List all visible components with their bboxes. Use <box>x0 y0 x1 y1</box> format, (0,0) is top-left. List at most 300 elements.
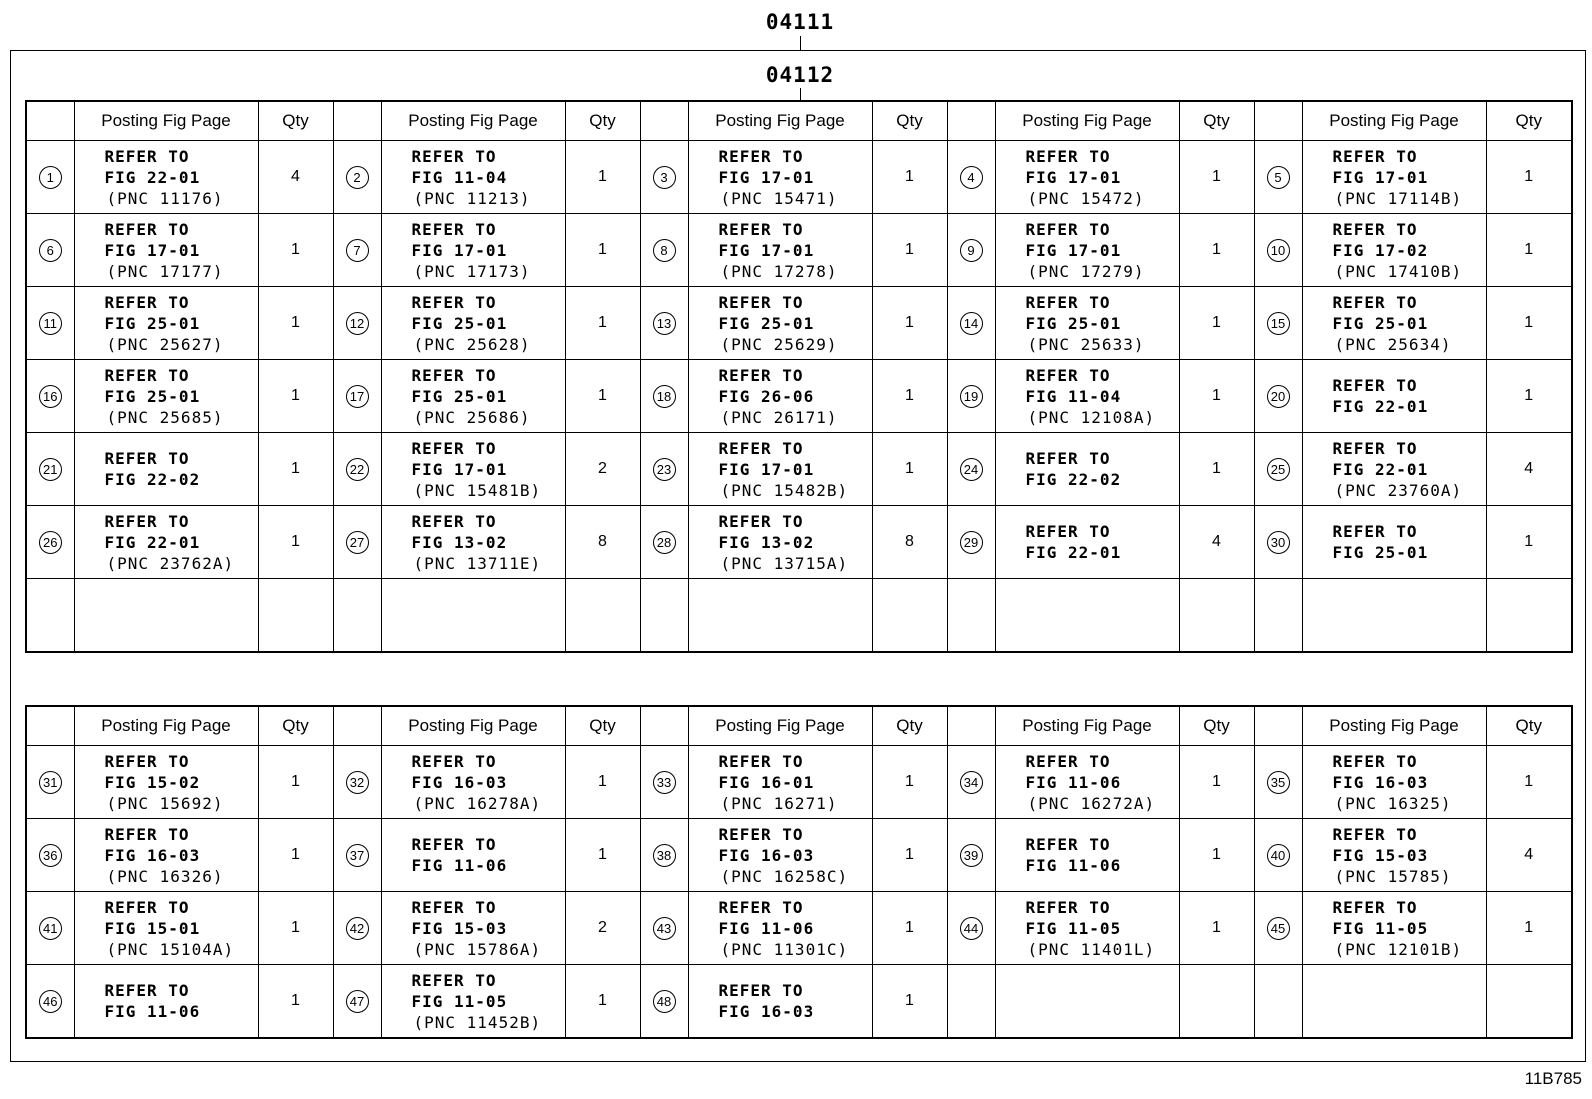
item-number-cell <box>26 819 74 892</box>
qty-cell: 1 <box>1486 214 1572 287</box>
pnc-reference: (PNC 13715A) <box>720 553 849 573</box>
fig-reference: FIG 25-01 <box>104 313 201 333</box>
refer-to-label: REFER TO <box>1332 897 1418 917</box>
fig-reference: FIG 17-01 <box>1025 167 1122 187</box>
refer-to-label: REFER TO <box>104 981 190 1000</box>
table-row <box>26 214 1572 287</box>
empty-cell <box>872 579 947 653</box>
table-row <box>26 433 1572 506</box>
item-number-cell <box>26 360 74 433</box>
header-posting-fig-page: Posting Fig Page <box>1302 706 1486 746</box>
pnc-reference: (PNC 16326) <box>106 866 224 886</box>
qty-cell: 1 <box>872 892 947 965</box>
item-number-circle: 3 <box>653 166 676 189</box>
header-index-cell <box>640 101 688 141</box>
table-row <box>26 360 1572 433</box>
qty-cell: 1 <box>258 214 333 287</box>
header-qty: Qty <box>1179 706 1254 746</box>
posting-fig-page-cell <box>1302 433 1486 506</box>
illustration-code: 11B785 <box>1524 1069 1582 1088</box>
table-header-row <box>26 706 1572 746</box>
item-number-cell <box>640 360 688 433</box>
posting-fig-page-cell <box>381 819 565 892</box>
refer-to-label: REFER TO <box>104 365 190 385</box>
refer-to-label: REFER TO <box>411 292 497 312</box>
item-number-cell <box>947 360 995 433</box>
posting-fig-page-cell <box>74 433 258 506</box>
posting-fig-page-cell <box>1302 892 1486 965</box>
fig-reference: FIG 13-02 <box>411 532 508 552</box>
item-number-cell <box>1254 360 1302 433</box>
pnc-reference: (PNC 15104A) <box>106 939 235 959</box>
pnc-reference: (PNC 11452B) <box>413 1012 542 1032</box>
item-number-circle: 31 <box>39 771 62 794</box>
pnc-reference: (PNC 12108A) <box>1027 407 1156 427</box>
item-number-cell <box>1254 141 1302 214</box>
pnc-reference: (PNC 11176) <box>106 188 224 208</box>
fig-reference: FIG 25-01 <box>1332 543 1429 562</box>
refer-to-label: REFER TO <box>1025 522 1111 541</box>
item-number-cell <box>640 965 688 1039</box>
posting-fig-page-cell <box>688 892 872 965</box>
fig-reference: FIG 17-01 <box>1025 240 1122 260</box>
fig-reference: FIG 17-01 <box>411 459 508 479</box>
item-number-circle: 4 <box>960 166 983 189</box>
fig-reference: FIG 11-05 <box>411 991 508 1011</box>
qty-cell: 1 <box>872 819 947 892</box>
qty-cell: 4 <box>1486 433 1572 506</box>
fig-reference: FIG 15-02 <box>104 772 201 792</box>
item-number-cell <box>947 433 995 506</box>
pnc-reference: (PNC 17173) <box>413 261 531 281</box>
empty-cell <box>381 579 565 653</box>
qty-cell: 1 <box>258 360 333 433</box>
refer-to-label: REFER TO <box>411 438 497 458</box>
item-number-circle: 18 <box>653 385 676 408</box>
item-number-cell <box>640 746 688 819</box>
pnc-reference: (PNC 17410B) <box>1334 261 1463 281</box>
item-number-circle: 14 <box>960 312 983 335</box>
fig-reference: FIG 22-01 <box>104 532 201 552</box>
posting-fig-page-cell <box>1302 214 1486 287</box>
pnc-reference: (PNC 15692) <box>106 793 224 813</box>
fig-reference: FIG 25-01 <box>411 313 508 333</box>
item-number-cell <box>947 287 995 360</box>
posting-fig-page-cell <box>381 746 565 819</box>
header-qty: Qty <box>1486 101 1572 141</box>
refer-to-label: REFER TO <box>1025 835 1111 854</box>
qty-cell: 4 <box>1179 506 1254 579</box>
refer-to-label: REFER TO <box>411 219 497 239</box>
item-number-circle: 13 <box>653 312 676 335</box>
item-number-circle: 29 <box>960 531 983 554</box>
table-row <box>26 746 1572 819</box>
posting-fig-page-cell <box>1302 141 1486 214</box>
item-number-circle: 37 <box>346 844 369 867</box>
table-header-row <box>26 101 1572 141</box>
posting-fig-page-cell <box>381 141 565 214</box>
item-number-circle: 26 <box>39 531 62 554</box>
item-number-cell <box>333 141 381 214</box>
table-row <box>26 965 1572 1039</box>
item-number-cell <box>333 746 381 819</box>
posting-fig-page-cell <box>995 141 1179 214</box>
pnc-reference: (PNC 25629) <box>720 334 838 354</box>
fig-reference: FIG 22-01 <box>1332 459 1429 479</box>
refer-to-label: REFER TO <box>104 824 190 844</box>
fig-reference: FIG 22-01 <box>104 167 201 187</box>
refer-to-label: REFER TO <box>1332 522 1418 541</box>
item-number-circle: 1 <box>39 166 62 189</box>
qty-cell: 1 <box>1179 433 1254 506</box>
empty-cell <box>995 579 1179 653</box>
fig-reference: FIG 11-06 <box>1025 856 1122 875</box>
item-number-cell <box>333 433 381 506</box>
pnc-reference: (PNC 11213) <box>413 188 531 208</box>
posting-fig-page-cell <box>74 141 258 214</box>
item-number-cell <box>1254 965 1302 1039</box>
item-number-cell <box>640 141 688 214</box>
fig-reference: FIG 16-03 <box>104 845 201 865</box>
qty-cell: 1 <box>872 360 947 433</box>
pnc-reference: (PNC 15471) <box>720 188 838 208</box>
refer-to-label: REFER TO <box>1332 146 1418 166</box>
header-posting-fig-page: Posting Fig Page <box>1302 101 1486 141</box>
item-number-circle: 36 <box>39 844 62 867</box>
empty-cell <box>1302 579 1486 653</box>
item-number-cell <box>333 506 381 579</box>
empty-cell <box>333 579 381 653</box>
posting-fig-page-cell <box>1302 506 1486 579</box>
refer-to-label: REFER TO <box>1025 365 1111 385</box>
header-posting-fig-page: Posting Fig Page <box>74 101 258 141</box>
pnc-reference: (PNC 16325) <box>1334 793 1452 813</box>
fig-reference: FIG 17-01 <box>718 167 815 187</box>
pnc-reference: (PNC 15472) <box>1027 188 1145 208</box>
qty-cell: 1 <box>1486 746 1572 819</box>
item-number-circle: 23 <box>653 458 676 481</box>
pnc-reference: (PNC 13711E) <box>413 553 542 573</box>
item-number-cell <box>947 819 995 892</box>
pnc-reference: (PNC 11301C) <box>720 939 849 959</box>
item-number-cell <box>26 746 74 819</box>
pnc-reference: (PNC 17177) <box>106 261 224 281</box>
header-index-cell <box>1254 706 1302 746</box>
refer-to-label: REFER TO <box>411 146 497 166</box>
qty-cell: 4 <box>1486 819 1572 892</box>
qty-cell: 1 <box>1179 892 1254 965</box>
fig-reference: FIG 22-02 <box>104 470 201 489</box>
item-number-circle: 30 <box>1267 531 1290 554</box>
header-qty: Qty <box>565 706 640 746</box>
refer-to-label: REFER TO <box>104 511 190 531</box>
refer-to-label: REFER TO <box>718 438 804 458</box>
refer-to-label: REFER TO <box>1332 376 1418 395</box>
posting-fig-page-cell <box>995 360 1179 433</box>
refer-to-label: REFER TO <box>1025 897 1111 917</box>
posting-fig-page-cell <box>688 746 872 819</box>
posting-fig-page-cell <box>74 506 258 579</box>
pnc-reference: (PNC 15482B) <box>720 480 849 500</box>
fig-reference: FIG 11-04 <box>411 167 508 187</box>
fig-reference: FIG 16-03 <box>1332 772 1429 792</box>
qty-cell <box>1486 965 1572 1039</box>
pnc-reference: (PNC 16258C) <box>720 866 849 886</box>
empty-cell <box>640 579 688 653</box>
table-row <box>26 141 1572 214</box>
fig-reference: FIG 17-01 <box>718 459 815 479</box>
posting-fig-page-cell <box>381 214 565 287</box>
pnc-reference: (PNC 17114B) <box>1334 188 1463 208</box>
qty-cell: 1 <box>1179 214 1254 287</box>
callout-04111-leader <box>800 36 801 50</box>
refer-to-label: REFER TO <box>718 824 804 844</box>
item-number-cell <box>1254 287 1302 360</box>
refer-to-label: REFER TO <box>1025 449 1111 468</box>
item-number-cell <box>640 287 688 360</box>
item-number-circle: 47 <box>346 990 369 1013</box>
header-qty: Qty <box>258 101 333 141</box>
qty-cell: 1 <box>1179 141 1254 214</box>
posting-fig-page-cell <box>688 214 872 287</box>
empty-cell <box>1254 579 1302 653</box>
posting-fig-page-cell <box>995 746 1179 819</box>
item-number-circle: 27 <box>346 531 369 554</box>
header-qty: Qty <box>872 101 947 141</box>
refer-to-label: REFER TO <box>104 292 190 312</box>
item-number-cell <box>26 965 74 1039</box>
qty-cell: 1 <box>258 506 333 579</box>
header-qty: Qty <box>1486 706 1572 746</box>
posting-fig-page-cell <box>381 433 565 506</box>
pnc-reference: (PNC 15785) <box>1334 866 1452 886</box>
item-number-circle: 7 <box>346 239 369 262</box>
pnc-reference: (PNC 26171) <box>720 407 838 427</box>
fig-reference: FIG 11-06 <box>104 1002 201 1021</box>
header-index-cell <box>26 706 74 746</box>
qty-cell: 8 <box>565 506 640 579</box>
item-number-cell <box>947 892 995 965</box>
callout-04111: 04111 <box>765 10 835 34</box>
table-row <box>26 892 1572 965</box>
fig-reference: FIG 16-03 <box>718 1002 815 1021</box>
posting-fig-page-cell <box>381 965 565 1039</box>
posting-fig-page-cell <box>995 819 1179 892</box>
posting-fig-page-cell <box>688 965 872 1039</box>
refer-to-label: REFER TO <box>718 981 804 1000</box>
fig-reference: FIG 11-06 <box>718 918 815 938</box>
pnc-reference: (PNC 25633) <box>1027 334 1145 354</box>
posting-fig-page-cell <box>74 892 258 965</box>
item-number-cell <box>947 214 995 287</box>
item-number-cell <box>1254 433 1302 506</box>
posting-fig-page-cell <box>1302 287 1486 360</box>
fig-reference: FIG 22-01 <box>1025 543 1122 562</box>
item-number-circle: 44 <box>960 917 983 940</box>
header-qty: Qty <box>565 101 640 141</box>
fig-reference: FIG 17-01 <box>411 240 508 260</box>
item-number-circle: 5 <box>1267 166 1290 189</box>
item-number-circle: 46 <box>39 990 62 1013</box>
header-index-cell <box>333 706 381 746</box>
header-posting-fig-page: Posting Fig Page <box>995 101 1179 141</box>
item-number-circle: 12 <box>346 312 369 335</box>
refer-to-label: REFER TO <box>104 897 190 917</box>
parts-table-lower <box>25 705 1573 1039</box>
empty-cell <box>26 579 74 653</box>
refer-to-label: REFER TO <box>411 511 497 531</box>
qty-cell: 1 <box>1179 746 1254 819</box>
pnc-reference: (PNC 11401L) <box>1027 939 1156 959</box>
refer-to-label: REFER TO <box>1025 751 1111 771</box>
fig-reference: FIG 15-03 <box>411 918 508 938</box>
empty-cell <box>1179 579 1254 653</box>
callout-04112: 04112 <box>765 63 835 87</box>
item-number-cell <box>947 965 995 1039</box>
qty-cell: 1 <box>1486 360 1572 433</box>
header-posting-fig-page: Posting Fig Page <box>381 706 565 746</box>
qty-cell: 1 <box>1486 141 1572 214</box>
fig-reference: FIG 16-01 <box>718 772 815 792</box>
item-number-circle: 28 <box>653 531 676 554</box>
item-number-circle: 24 <box>960 458 983 481</box>
item-number-circle: 43 <box>653 917 676 940</box>
item-number-circle: 45 <box>1267 917 1290 940</box>
fig-reference: FIG 11-05 <box>1025 918 1122 938</box>
refer-to-label: REFER TO <box>718 219 804 239</box>
item-number-circle: 6 <box>39 239 62 262</box>
item-number-cell <box>640 819 688 892</box>
fig-reference: FIG 17-01 <box>718 240 815 260</box>
item-number-cell <box>1254 892 1302 965</box>
item-number-circle: 16 <box>39 385 62 408</box>
posting-fig-page-cell <box>1302 360 1486 433</box>
fig-reference: FIG 15-03 <box>1332 845 1429 865</box>
header-index-cell <box>640 706 688 746</box>
refer-to-label: REFER TO <box>411 751 497 771</box>
item-number-circle: 40 <box>1267 844 1290 867</box>
item-number-circle: 41 <box>39 917 62 940</box>
posting-fig-page-cell <box>688 141 872 214</box>
item-number-cell <box>1254 819 1302 892</box>
empty-cell <box>258 579 333 653</box>
header-posting-fig-page: Posting Fig Page <box>995 706 1179 746</box>
posting-fig-page-cell <box>995 287 1179 360</box>
qty-cell: 1 <box>565 287 640 360</box>
refer-to-label: REFER TO <box>411 897 497 917</box>
qty-cell: 1 <box>872 141 947 214</box>
header-qty: Qty <box>1179 101 1254 141</box>
pnc-reference: (PNC 16278A) <box>413 793 542 813</box>
posting-fig-page-cell <box>995 214 1179 287</box>
refer-to-label: REFER TO <box>718 365 804 385</box>
pnc-reference: (PNC 23760A) <box>1334 480 1463 500</box>
fig-reference: FIG 25-01 <box>104 386 201 406</box>
refer-to-label: REFER TO <box>1332 219 1418 239</box>
posting-fig-page-cell <box>995 965 1179 1039</box>
header-posting-fig-page: Posting Fig Page <box>688 101 872 141</box>
posting-fig-page-cell <box>381 287 565 360</box>
pnc-reference: (PNC 15481B) <box>413 480 542 500</box>
fig-reference: FIG 11-05 <box>1332 918 1429 938</box>
qty-cell: 2 <box>565 892 640 965</box>
qty-cell: 1 <box>565 214 640 287</box>
header-posting-fig-page: Posting Fig Page <box>688 706 872 746</box>
pnc-reference: (PNC 23762A) <box>106 553 235 573</box>
item-number-cell <box>333 214 381 287</box>
qty-cell: 8 <box>872 506 947 579</box>
posting-fig-page-cell <box>995 433 1179 506</box>
fig-reference: FIG 15-01 <box>104 918 201 938</box>
refer-to-label: REFER TO <box>1332 438 1418 458</box>
qty-cell: 1 <box>565 965 640 1039</box>
item-number-circle: 11 <box>39 312 62 335</box>
posting-fig-page-cell <box>1302 965 1486 1039</box>
qty-cell: 1 <box>1486 506 1572 579</box>
qty-cell: 1 <box>872 433 947 506</box>
item-number-circle: 39 <box>960 844 983 867</box>
item-number-cell <box>333 965 381 1039</box>
refer-to-label: REFER TO <box>411 835 497 854</box>
qty-cell: 1 <box>258 746 333 819</box>
refer-to-label: REFER TO <box>1025 292 1111 312</box>
qty-cell: 1 <box>1486 892 1572 965</box>
item-number-circle: 33 <box>653 771 676 794</box>
pnc-reference: (PNC 25634) <box>1334 334 1452 354</box>
empty-cell <box>74 579 258 653</box>
fig-reference: FIG 25-01 <box>1332 313 1429 333</box>
item-number-cell <box>640 892 688 965</box>
empty-table-row <box>26 579 1572 653</box>
fig-reference: FIG 16-03 <box>411 772 508 792</box>
fig-reference: FIG 17-01 <box>104 240 201 260</box>
qty-cell <box>1179 965 1254 1039</box>
pnc-reference: (PNC 17279) <box>1027 261 1145 281</box>
item-number-cell <box>947 506 995 579</box>
qty-cell: 1 <box>258 287 333 360</box>
pnc-reference: (PNC 15786A) <box>413 939 542 959</box>
item-number-cell <box>26 433 74 506</box>
item-number-cell <box>333 819 381 892</box>
item-number-circle: 20 <box>1267 385 1290 408</box>
item-number-cell <box>333 287 381 360</box>
item-number-circle: 15 <box>1267 312 1290 335</box>
pnc-reference: (PNC 16271) <box>720 793 838 813</box>
refer-to-label: REFER TO <box>411 365 497 385</box>
fig-reference: FIG 25-01 <box>411 386 508 406</box>
item-number-cell <box>1254 746 1302 819</box>
qty-cell: 1 <box>258 965 333 1039</box>
posting-fig-page-cell <box>688 819 872 892</box>
fig-reference: FIG 11-06 <box>411 856 508 875</box>
item-number-cell <box>26 506 74 579</box>
qty-cell: 1 <box>565 819 640 892</box>
header-index-cell <box>26 101 74 141</box>
item-number-cell <box>947 746 995 819</box>
fig-reference: FIG 17-01 <box>1332 167 1429 187</box>
fig-reference: FIG 22-01 <box>1332 397 1429 416</box>
posting-fig-page-cell <box>995 892 1179 965</box>
posting-fig-page-cell <box>1302 819 1486 892</box>
item-number-cell <box>26 892 74 965</box>
qty-cell: 1 <box>565 360 640 433</box>
posting-fig-page-cell <box>688 433 872 506</box>
header-posting-fig-page: Posting Fig Page <box>74 706 258 746</box>
fig-reference: FIG 11-04 <box>1025 386 1122 406</box>
posting-fig-page-cell <box>74 746 258 819</box>
item-number-circle: 34 <box>960 771 983 794</box>
item-number-cell <box>640 214 688 287</box>
